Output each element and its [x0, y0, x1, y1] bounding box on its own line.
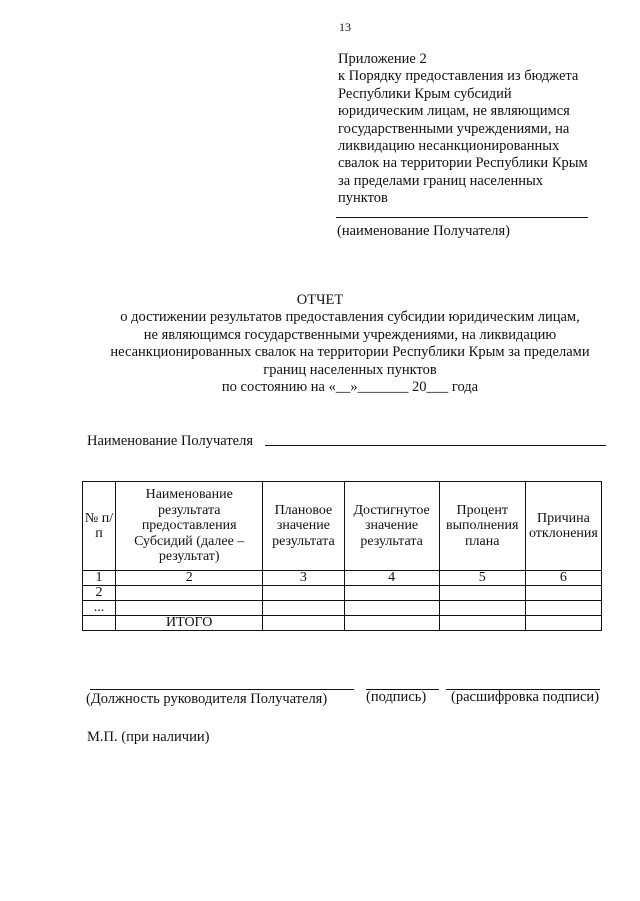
table-row — [83, 586, 602, 601]
column-number-row — [83, 571, 602, 586]
header-plan-percent: Процент выполнения плана — [439, 482, 525, 571]
report-table — [82, 481, 602, 631]
header-deviation-reason: Причина отклонения — [525, 482, 601, 571]
subtitle-line: не являющимся государственными учреждениями, на ликвидацию — [143, 326, 557, 343]
table-cell — [525, 586, 601, 601]
appendix-block — [338, 51, 628, 208]
report-date-line: по состоянию на «__»_______ 20___ года — [221, 379, 479, 396]
appendix-line: за пределами границ населенных — [338, 172, 544, 189]
table-total-row — [83, 616, 602, 631]
header-number: № п/п — [83, 482, 116, 571]
header-result-name: Наименование результата предоставления Субсидий (далее – результат) — [116, 482, 263, 571]
appendix-line: Приложение 2 — [338, 51, 427, 67]
appendix-line: свалок на территории Республики Крым — [338, 155, 588, 172]
appendix-line: юридическим лицам, не являющимся — [338, 103, 570, 120]
table-cell — [525, 601, 601, 616]
table-cell — [344, 616, 439, 631]
subtitle-line: о достижении результатов предоставления субсидии юридическим лицам, — [120, 309, 580, 325]
appendix-line: ликвидацию несанкционированных — [338, 138, 560, 155]
recipient-field-blank — [265, 445, 606, 446]
column-number: 2 — [116, 571, 263, 586]
header-planned-value: Плановое значение результата — [263, 482, 344, 571]
column-number: 4 — [344, 571, 439, 586]
appendix-line: к Порядку предоставления из бюджета — [338, 68, 579, 85]
subtitle-line: границ населенных пунктов — [263, 361, 437, 378]
page-number: 13 — [339, 20, 351, 34]
appendix-line: Республики Крым субсидий — [338, 85, 512, 102]
subtitle-line: несанкционированных свалок на территории Республики Крым за пределами — [110, 344, 590, 361]
position-signature-line — [90, 689, 354, 690]
decode-caption: (расшифровка подписи) — [451, 689, 600, 705]
recipient-name-blank — [336, 217, 588, 218]
column-number: 1 — [83, 571, 116, 586]
appendix-line: пунктов — [338, 190, 388, 207]
table-cell — [439, 601, 525, 616]
table-cell — [116, 586, 263, 601]
signature-caption: (подпись) — [366, 689, 427, 705]
table-header-row — [83, 482, 602, 571]
table-cell — [116, 601, 263, 616]
recipient-caption: (наименование Получателя) — [337, 223, 510, 239]
report-subtitle — [60, 309, 640, 397]
table-cell — [344, 601, 439, 616]
column-number: 5 — [439, 571, 525, 586]
table-row — [83, 601, 602, 616]
table-cell — [263, 586, 344, 601]
table-cell: ... — [83, 601, 116, 616]
table-cell — [344, 586, 439, 601]
total-label: ИТОГО — [116, 616, 263, 631]
table-cell — [439, 586, 525, 601]
stamp-note: М.П. (при наличии) — [87, 729, 210, 745]
table-cell — [263, 601, 344, 616]
table-cell — [263, 616, 344, 631]
table-cell: 2 — [83, 586, 116, 601]
position-caption: (Должность руководителя Получателя) — [86, 691, 328, 707]
header-achieved-value: Достигнутое значение результата — [344, 482, 439, 571]
table-cell — [525, 616, 601, 631]
appendix-line: государственными учреждениями, на — [338, 120, 570, 137]
recipient-field-label: Наименование Получателя — [87, 433, 254, 449]
table-cell — [83, 616, 116, 631]
table-cell — [439, 616, 525, 631]
column-number: 3 — [263, 571, 344, 586]
column-number: 6 — [525, 571, 601, 586]
report-title: ОТЧЕТ — [296, 292, 344, 308]
